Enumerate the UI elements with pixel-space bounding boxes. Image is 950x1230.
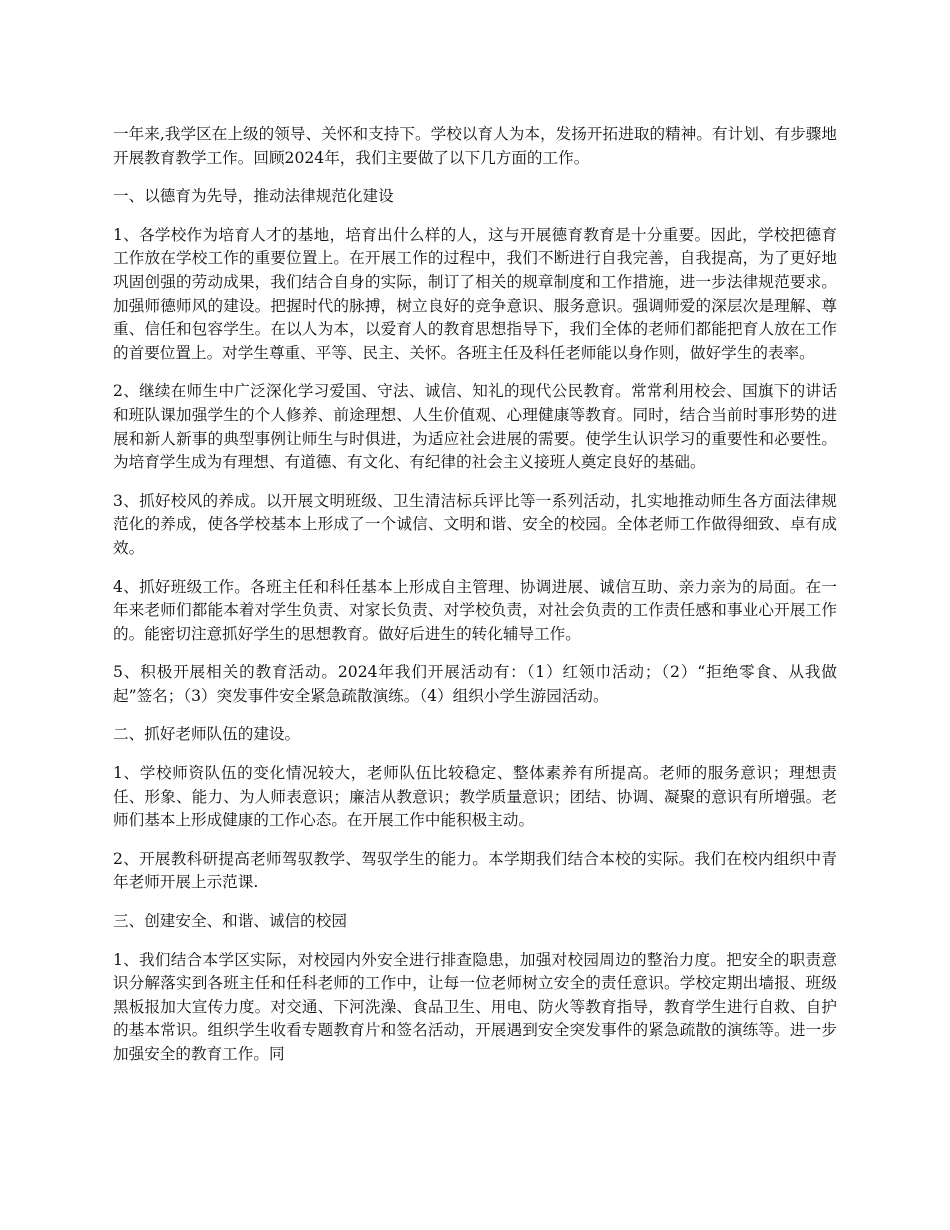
section-heading-safe-campus: 三、创建安全、和谐、诚信的校园 <box>113 912 347 931</box>
paragraph-moral-1: 1、各学校作为培育人才的基地，培育出什么样的人，这与开展德育教育是十分重要。因此，学校把德育工作放在学校工作的重要位置上。在开展工作的过程中，我们不断进行自我完善，自我提高，为了更好地巩固创强的劳动成果，我们结合自身的实际，制订了相关的规章制度和工作措施，进一步法律规范要求。加强师德师风的建设。把握时代的脉搏，树立良好的竞争意识、服务意识。强调师爱的深层次是理解、尊重、信任和包容学生。在以人为本，以爱育人的教育思想指导下，我们全体的老师们都能把育人放在工作的首要位置上。对学生尊重、平等、民主、关怀。各班主任及科任老师能以身作则，做好学生的表率。 <box>113 225 837 362</box>
paragraph-moral-3: 3、抓好校风的养成。以开展文明班级、卫生清洁标兵评比等一系列活动，扎实地推动师生各方面法律规范化的养成，使各学校基本上形成了一个诚信、文明和谐、安全的校园。全体老师工作做得细致、卓有成效。 <box>113 491 837 557</box>
paragraph-teacher-1: 1、学校师资队伍的变化情况较大，老师队伍比较稳定、整体素养有所提高。老师的服务意识；理想责任、形象、能力、为人师表意识；廉洁从教意识；教学质量意识；团结、协调、凝聚的意识有所增强。老师们基本上形成健康的工作心态。在开展工作中能积极主动。 <box>113 764 837 830</box>
paragraph-moral-2: 2、继续在师生中广泛深化学习爱国、守法、诚信、知礼的现代公民教育。常常利用校会、国旗下的讲话和班队课加强学生的个人修养、前途理想、人生价值观、心理健康等教育。同时，结合当前时事形势的进展和新人新事的典型事例让师生与时俱进，为适应社会进展的需要。使学生认识学习的重要性和必要性。为培育学生成为有理想、有道德、有文化、有纪律的社会主义接班人奠定良好的基础。 <box>113 382 837 472</box>
section-heading-teacher-team: 二、抓好老师队伍的建设。 <box>113 725 301 744</box>
paragraph-safety-1: 1、我们结合本学区实际，对校园内外安全进行排查隐患，加强对校园周边的整治力度。把安全的职责意识分解落实到各班主任和任科老师的工作中，让每一位老师树立安全的责任意识。学校定期出墙报、班级黑板报加大宣传力度。对交通、下河洗澡、食品卫生、用电、防火等教育指导，教育学生进行自救、自护的基本常识。组织学生收看专题教育片和签名活动，开展遇到安全突发事件的紧急疏散的演练等。进一步加强安全的教育工作。同 <box>113 950 837 1063</box>
paragraph-teacher-2: 2、开展教科研提高老师驾驭教学、驾驭学生的能力。本学期我们结合本校的实际。我们在校内组织中青年老师开展上示范课. <box>113 849 837 892</box>
paragraph-moral-4: 4、抓好班级工作。各班主任和科任基本上形成自主管理、协调进展、诚信互助、亲力亲为的局面。在一年来老师们都能本着对学生负责、对家长负责、对学校负责，对社会负责的工作责任感和事业心开展工作的。能密切注意抓好学生的思想教育。做好后进生的转化辅导工作。 <box>113 577 837 643</box>
paragraph-moral-5: 5、积极开展相关的教育活动。2024年我们开展活动有：（1）红领巾活动；（2）“拒绝零食、从我做起”签名；（3）突发事件安全紧急疏散演练。（4）组织小学生游园活动。 <box>113 663 837 705</box>
document-body <box>113 123 837 1082</box>
section-heading-moral-education: 一、以德育为先导，推动法律规范化建设 <box>113 187 394 206</box>
intro-paragraph: 一年来,我学区在上级的领导、关怀和支持下。学校以育人为本，发扬开拓进取的精神。有计划、有步骤地开展教育教学工作。回顾2024年，我们主要做了以下几方面的工作。 <box>113 125 837 167</box>
